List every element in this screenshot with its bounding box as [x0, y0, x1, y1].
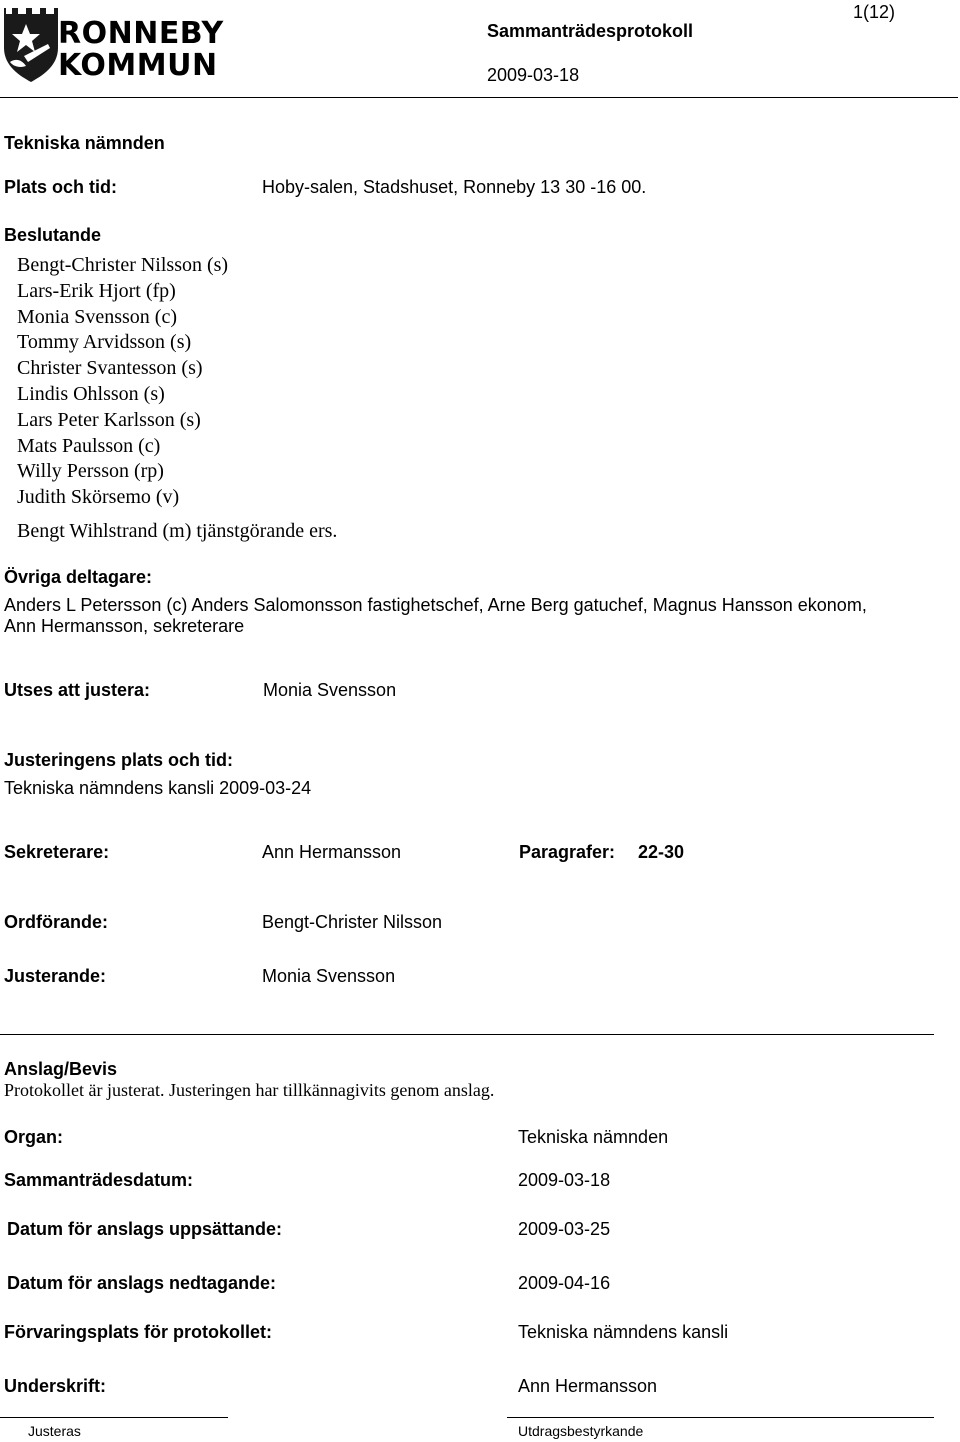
- member-item: Mats Paulsson (c): [17, 434, 161, 457]
- member-item: Judith Skörsemo (v): [17, 486, 180, 509]
- secretary-value: Ann Hermansson: [262, 842, 402, 862]
- member-item: Monia Svensson (c): [17, 305, 177, 328]
- doc-date: 2009-03-18: [487, 65, 580, 85]
- notice-row-label: Organ:: [4, 1127, 64, 1147]
- notice-row-label: Förvaringsplats för protokollet:: [4, 1322, 273, 1342]
- adjustment-place-value: Tekniska nämndens kansli 2009-03-24: [4, 778, 312, 798]
- header-rule: [0, 97, 958, 98]
- notice-row-value: Tekniska nämnden: [518, 1127, 669, 1147]
- notice-row-value: Ann Hermansson: [518, 1376, 658, 1396]
- adjusting-value: Monia Svensson: [262, 966, 396, 986]
- notice-heading: Anslag/Bevis: [4, 1059, 118, 1079]
- committee-title: Tekniska nämnden: [4, 133, 165, 153]
- member-item: Lindis Ohlsson (s): [17, 382, 165, 405]
- paragraphs-value: 22-30: [638, 842, 685, 862]
- place-time-label: Plats och tid:: [4, 177, 118, 197]
- notice-row-value: 2009-03-18: [518, 1170, 611, 1190]
- notice-row-value: 2009-04-16: [518, 1273, 611, 1293]
- substitute-member: Bengt Wihlstrand (m) tjänstgörande ers.: [17, 520, 338, 542]
- decision-makers-heading: Beslutande: [4, 225, 102, 245]
- notice-row-value: 2009-03-25: [518, 1219, 611, 1239]
- place-time-value: Hoby-salen, Stadshuset, Ronneby 13 30 -16 00.: [262, 177, 647, 197]
- secretary-label: Sekreterare:: [4, 842, 110, 862]
- paragraphs-label: Paragrafer:: [519, 842, 616, 862]
- notice-row-value: Tekniska nämndens kansli: [518, 1322, 729, 1342]
- adjustment-place-label: Justeringens plats och tid:: [4, 750, 234, 770]
- member-item: Lars-Erik Hjort (fp): [17, 279, 176, 302]
- member-item: Bengt-Christer Nilsson (s): [17, 254, 229, 276]
- chairman-label: Ordförande:: [4, 912, 109, 932]
- logo-line1: RONNEBY: [58, 16, 224, 51]
- notice-row-label: Sammanträdesdatum:: [4, 1170, 194, 1190]
- footer-rule-right: [507, 1417, 934, 1418]
- notice-rule: [0, 1034, 934, 1035]
- notice-row-label: Datum för anslags uppsättande:: [7, 1219, 283, 1239]
- logo-line2: KOMMUN: [58, 48, 218, 83]
- other-participants-line1: Anders L Petersson (c) Anders Salomonsson fastighetschef, Arne Berg gatuchef, Magnus Hansson ekonom,: [4, 595, 867, 615]
- member-item: Lars Peter Karlsson (s): [17, 408, 201, 431]
- coat-of-arms-icon: [2, 4, 60, 84]
- other-participants-line2: Ann Hermansson, sekreterare: [4, 616, 245, 636]
- other-participants-heading: Övriga deltagare:: [4, 567, 153, 587]
- chairman-value: Bengt-Christer Nilsson: [262, 912, 443, 932]
- page-number: 1(12): [853, 2, 896, 22]
- notice-text: Protokollet är justerat. Justeringen har tillkännagivits genom anslag.: [4, 1080, 495, 1100]
- adjuster-value: Monia Svensson: [263, 680, 397, 700]
- adjuster-label: Utses att justera:: [4, 680, 151, 700]
- footer-right: Utdragsbestyrkande: [518, 1423, 644, 1439]
- footer-rule-left: [0, 1417, 228, 1418]
- member-item: Willy Persson (rp): [17, 460, 164, 483]
- adjusting-label: Justerande:: [4, 966, 107, 986]
- notice-row-label: Datum för anslags nedtagande:: [7, 1273, 277, 1293]
- member-item: Christer Svantesson (s): [17, 357, 203, 380]
- members-list: [17, 253, 228, 511]
- ronneby-kommun-logo: [2, 4, 224, 84]
- footer-left: Justeras: [28, 1423, 81, 1439]
- notice-row-label: Underskrift:: [4, 1376, 107, 1396]
- doc-type: Sammanträdesprotokoll: [487, 21, 694, 41]
- member-item: Tommy Arvidsson (s): [17, 331, 192, 354]
